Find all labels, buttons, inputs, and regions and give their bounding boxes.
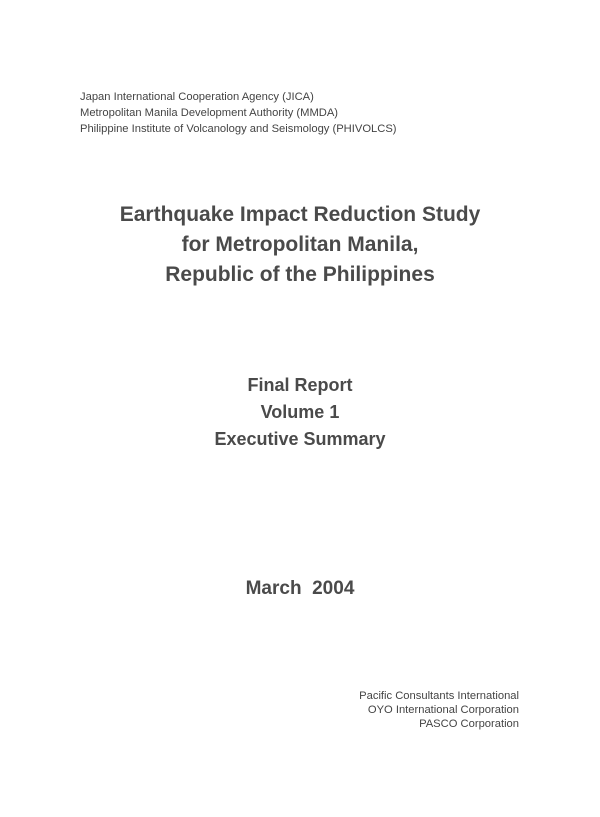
title-line-3: Republic of the Philippines [165,263,435,286]
consultant-pacific: Pacific Consultants International [359,690,519,702]
consultant-firms [359,689,519,731]
title-line-1: Earthquake Impact Reduction Study [119,203,481,226]
organization-jica: Japan International Cooperation Agency (JICA) [80,91,314,103]
consultant-pasco: PASCO Corporation [419,718,519,730]
organization-mmda: Metropolitan Manila Development Authority (MMDA) [80,107,339,119]
report-type: Final Report [247,375,353,395]
report-volume: Volume 1 [260,402,340,422]
report-date: March 2004 [245,578,355,599]
study-title [0,200,600,290]
title-line-2: for Metropolitan Manila, [181,233,419,256]
report-designation [0,372,600,453]
client-organizations [80,89,397,137]
report-subtitle: Executive Summary [214,429,386,449]
organization-phivolcs: Philippine Institute of Volcanology and Seismology (PHIVOLCS) [80,123,397,135]
consultant-oyo: OYO International Corporation [367,704,519,716]
